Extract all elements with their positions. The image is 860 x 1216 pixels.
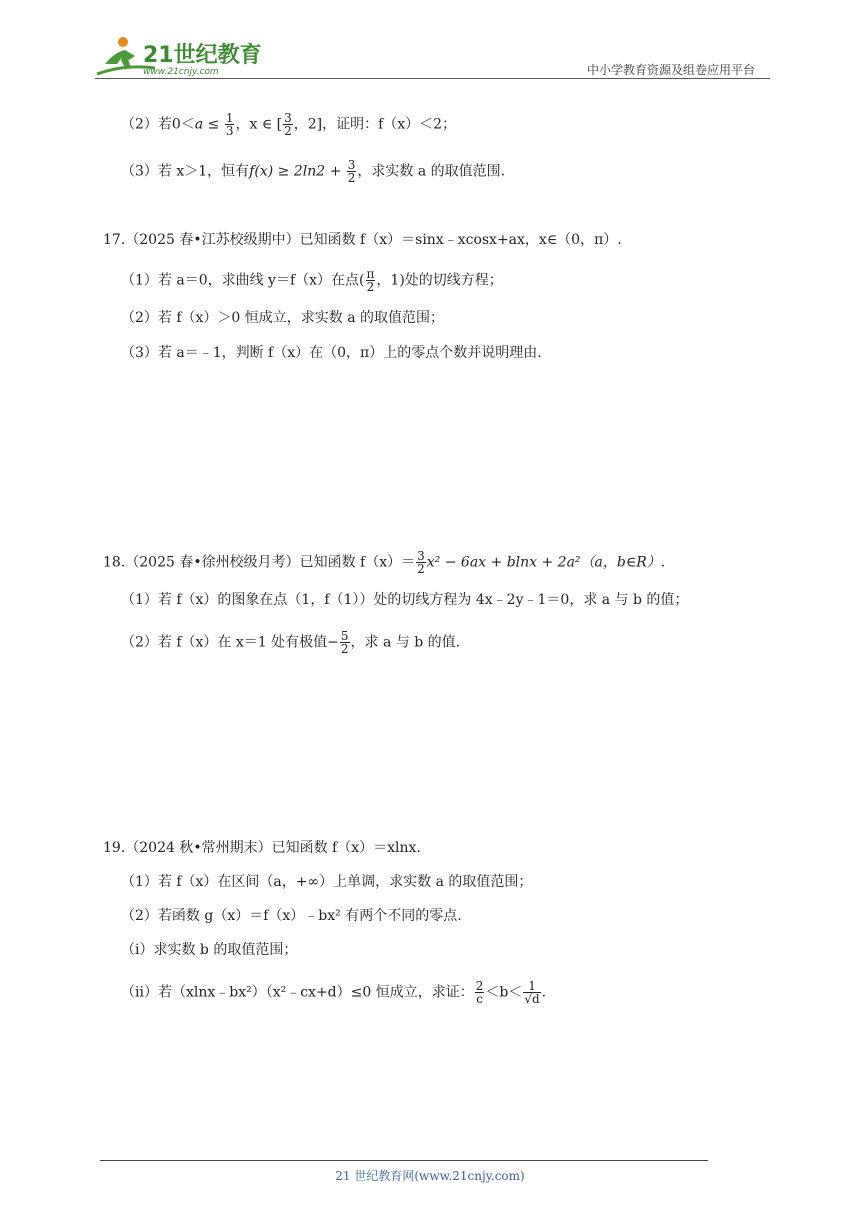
fraction: $\frac{3}{2}$ — [417, 549, 425, 576]
q16-part2: （2）若0＜a ≤ $\frac{1}{3}$ ，x ∈ [ $\frac{3}{2}$ ，2]，证明：f（x）＜2； — [121, 111, 457, 138]
header-platform-text: 中小学教育资源及组卷应用平台 — [586, 63, 755, 77]
q19-part2: （2）若函数 g（x）＝f（x）﹣bx² 有两个不同的零点. — [121, 908, 462, 924]
header-divider — [95, 78, 770, 79]
footer-text: 21 世纪教育网(www.21cnjy.com) — [335, 1169, 525, 1183]
logo-wordmark: 21世纪教育 — [143, 43, 262, 68]
q19-part2-ii: （ii）若（xlnx﹣bx²）（x²﹣cx+d）≤0 恒成立，求证： $\frac{2}{c}$ ＜b＜ $\frac{1}{√d}$ . — [121, 979, 547, 1006]
q17-part3: （3）若 a＝﹣1，判断 f（x）在（0，π）上的零点个数并说明理由. — [121, 345, 542, 361]
fraction: $\frac{3}{2}$ — [347, 158, 356, 185]
logo-url: www.21cnjy.com — [143, 67, 219, 77]
fraction: $\frac{1}{3}$ — [225, 111, 234, 138]
q18-stem: 18.（2025 春•徐州校级月考）已知函数 f（x）＝ $\frac{3}{2}$ x² − 6ax + blnx + 2a²（a，b∈R）. — [103, 549, 666, 576]
fraction: $\frac{\pi}{2}$ — [366, 267, 375, 294]
fraction: $\frac{1}{√d}$ — [524, 979, 540, 1006]
q17-stem: 17.（2025 春•江苏校级期中）已知函数 f（x）＝sinx﹣xcosx+ax，x∈（0，π）. — [103, 232, 622, 248]
q19-stem: 19.（2024 秋•常州期末）已知函数 f（x）＝xlnx. — [103, 840, 421, 856]
runner-logo-icon — [95, 34, 265, 78]
fraction: $\frac{2}{c}$ — [475, 979, 484, 1006]
q16-part3: （3）若 x＞1，恒有f(x) ≥ 2ln2 + $\frac{3}{2}$ ，求实数 a 的取值范围. — [121, 158, 506, 185]
footer-divider — [100, 1160, 708, 1161]
fraction: $\frac{3}{2}$ — [284, 111, 292, 138]
q17-part1: （1）若 a＝0，求曲线 y＝f（x）在点( $\frac{\pi}{2}$ ，1)处的切线方程； — [121, 267, 503, 294]
fraction: $\frac{5}{2}$ — [340, 629, 349, 656]
site-logo — [95, 34, 265, 78]
q17-part2: （2）若 f（x）＞0 恒成立，求实数 a 的取值范围； — [121, 310, 445, 326]
q18-part2: （2）若 f（x）在 x＝1 处有极值− $\frac{5}{2}$ ，求 a 与 b 的值. — [121, 629, 461, 656]
q19-part1: （1）若 f（x）在区间（a，+∞）上单调，求实数 a 的取值范围； — [121, 874, 533, 890]
q19-part2-i: （i）求实数 b 的取值范围； — [121, 942, 298, 958]
q18-part1: （1）若 f（x）的图象在点（1，f（1））处的切线方程为 4x﹣2y﹣1＝0，求 a 与 b 的值； — [121, 592, 689, 608]
